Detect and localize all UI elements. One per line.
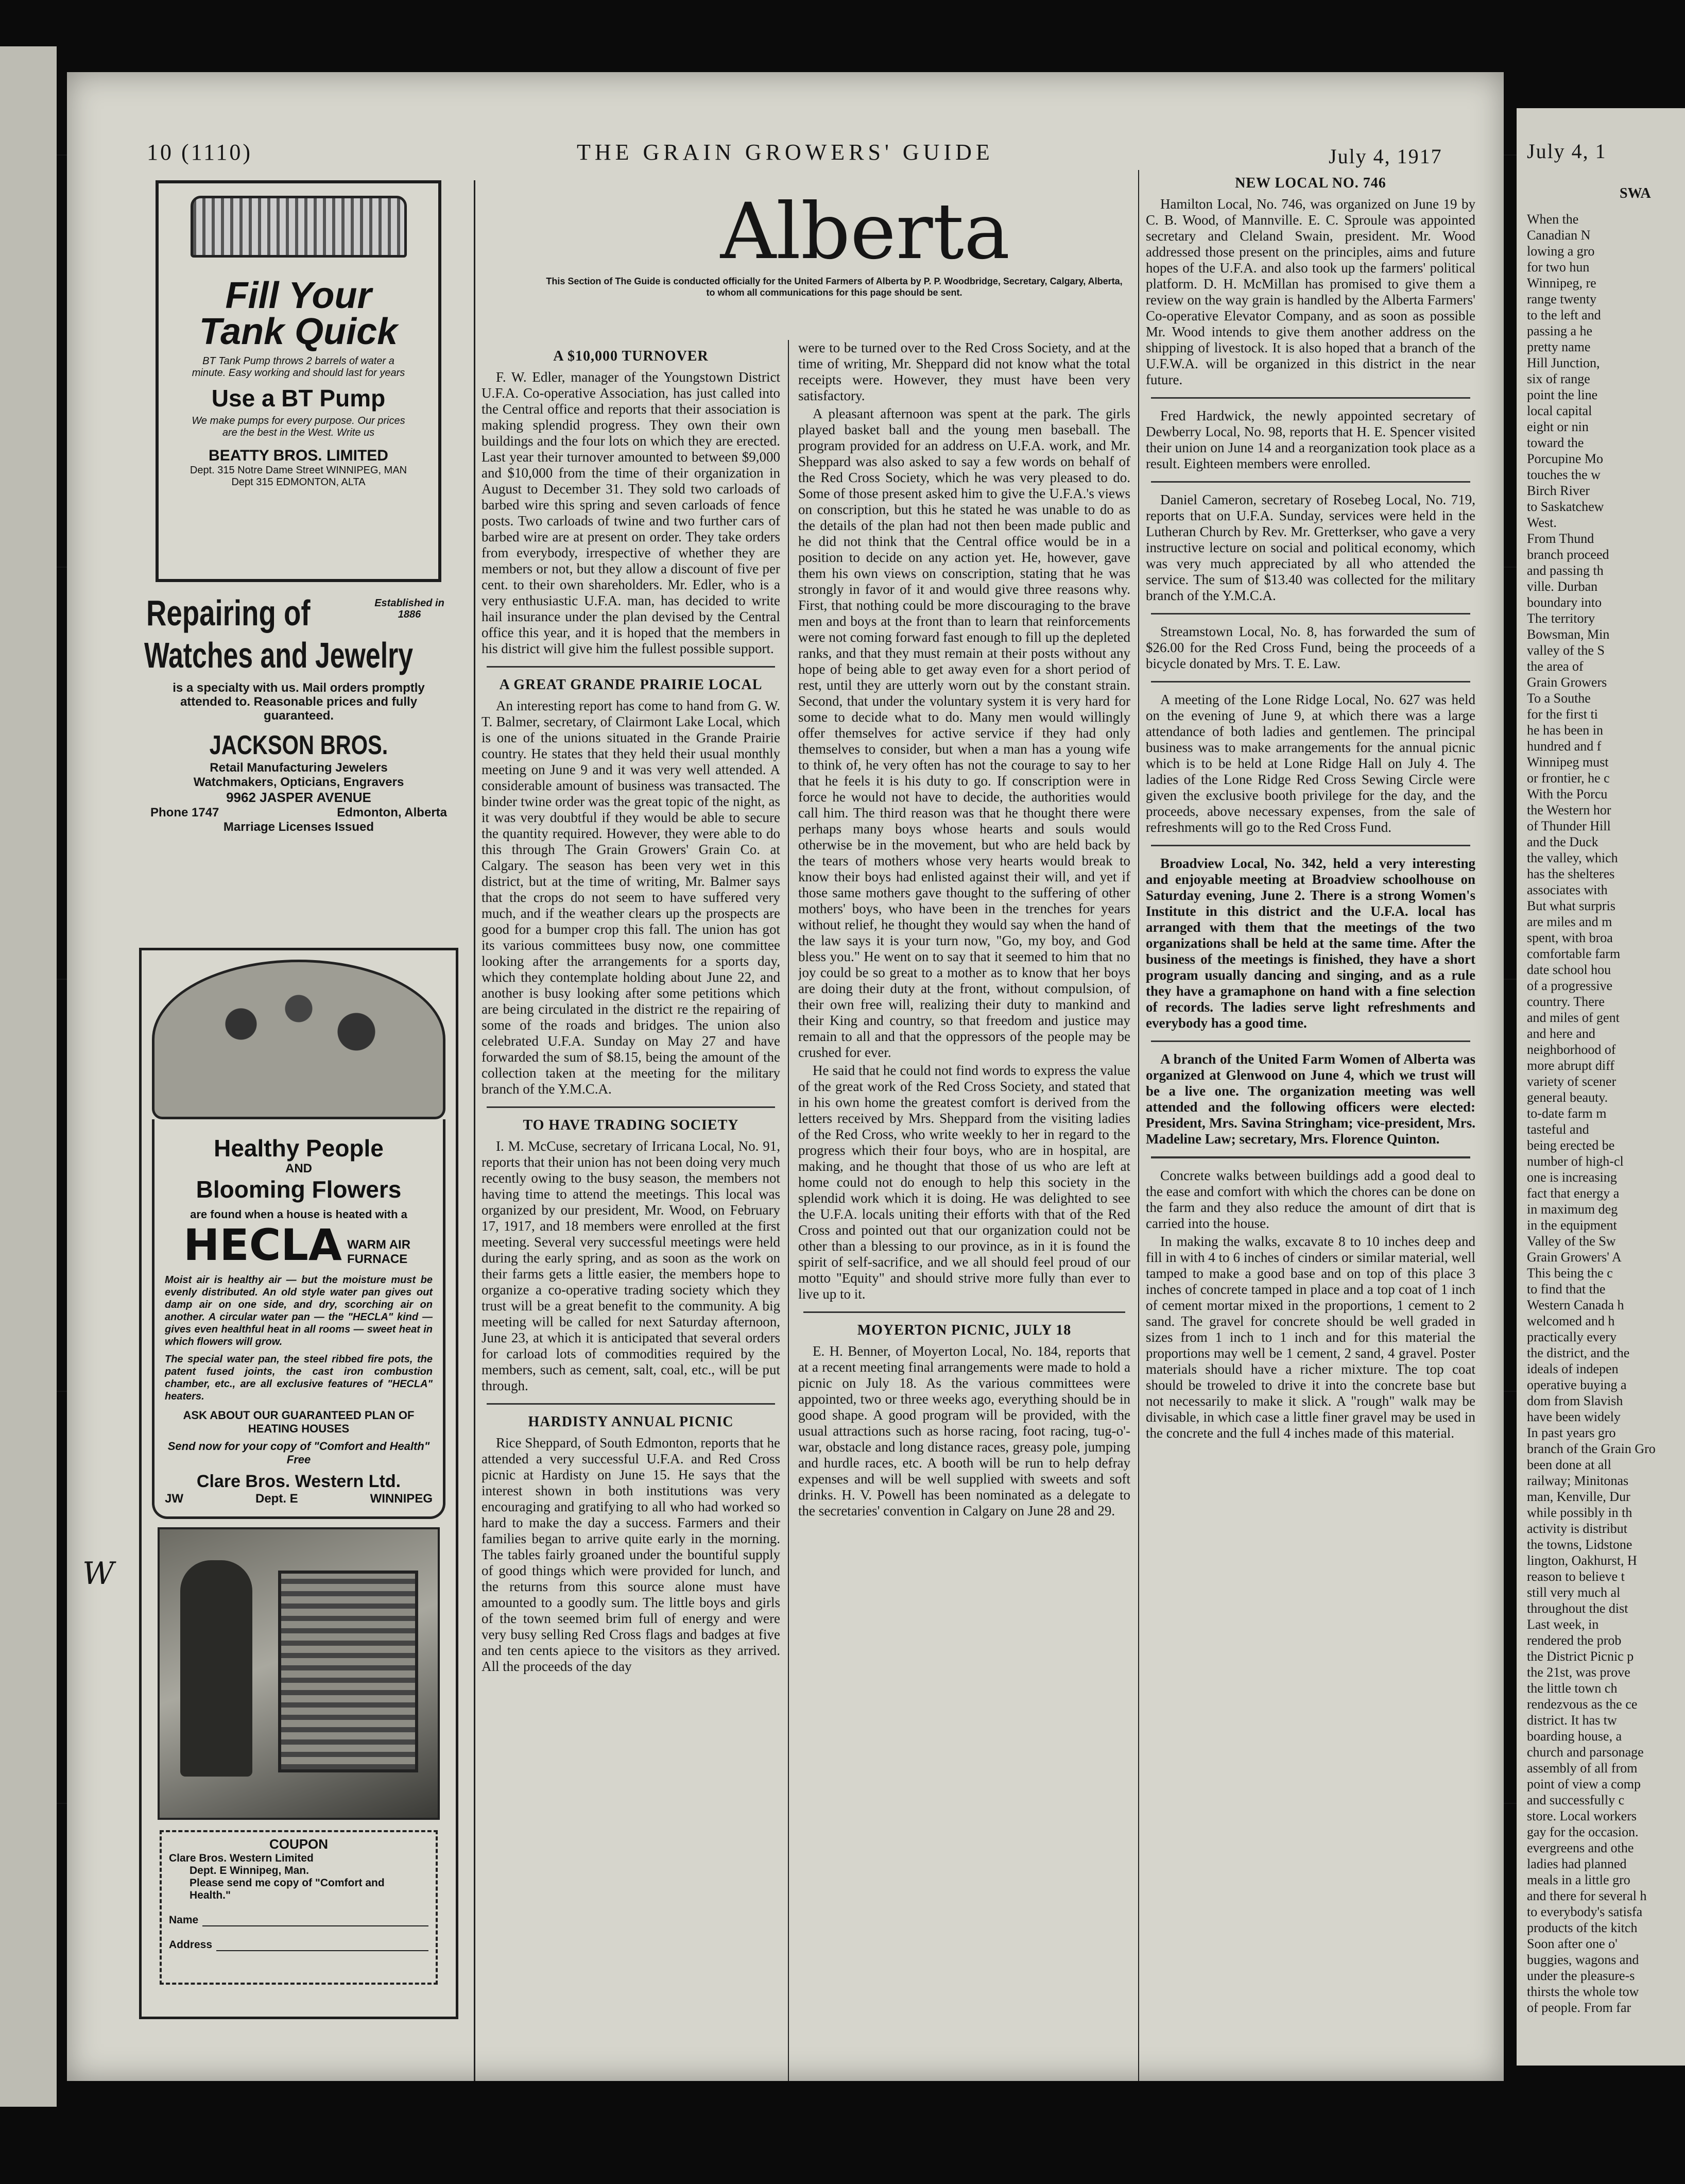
hardisty-cont-body-2: A pleasant afternoon was spent at the park. The girls played basket ball and the young men baseball. The program provided for an address on U.F.A. work, and Mr. Sheppard was also asked to say a few words on behalf of the Red Cross Society, which he was very pleased to do. Some of those present asked him to give the U.F.A.'s views on conscription, but this he stated he was unable to do as the details of the plan had not then been made public and he did not think that the Central office would be in a position to decide on any action yet. He, however, gave them his own views on conscription, stating that he was strongly in favor of it and would give three reasons why. First, that nothing could be more discouraging to the brave men and boys at the front than to learn that reinforcements were not coming forward fast enough to fill up the depleted ranks, and that they must remain at their posts without any hope of being able to get away even for a short period of rest, until they are utterly worn out by the constant strain. Second, that under the voluntary system it is very hard for some to decide what to do. Many men would willingly offer themselves for active service if they had only themselves to consider, but when a man has a young wife to think of, he very often has not the courage to say to her that he feels it is his duty to go. If conscription were in force he would not have to decide, the authorities would call him. The third reason was that he thought there were perhaps many boys whose hearts and souls would otherwise be in the movement, but who are held back by the tears of mothers whose very hearts would break to know their boys had enlisted against their will, and yet if those same mothers gave thought to the suffering of other mothers' boys, who have been in the trenches for years without relief, he thought they would say when the hand of the law says it is your turn now, "Go, my boy, and God bless you." He went on to say that it seemed to him that no joy could be so great to a mother as to know that her boys are doing their duty at the front, without compulsion, of their own free will, realizing their duty to mankind and their King and country, so that freedom and justice may remain to all and that the oppressors of the people may be crushed for ever. bbox=[798, 406, 1130, 1060]
next-page-line: under the pleasure-s bbox=[1527, 1968, 1635, 1983]
hecla-send: Send now for your copy of "Comfort and Health" Free bbox=[167, 1440, 430, 1466]
next-page-line: Grain Growers bbox=[1527, 675, 1607, 690]
next-page-line: Soon after one o' bbox=[1527, 1936, 1618, 1951]
hardisty-body: Rice Sheppard, of South Edmonton, reports that he attended a very successful U.F.A. and Red Cross picnic at Hardisty on June 15. He says that the interest shown in both institutions was very encouraging and gratifying to all who had worked so hard to make the day a success. Farmers and their families began to arrive quite early in the morning. The tables fairly groaned under the bountiful supply of good things which were provided for lunch, and the returns from this source alone must have amounted to a goodly sum. The little boys and girls of the town seemed brim full of energy and were very busy selling Red Cross flags and badges at five and ten cents apiece to the visitors as they arrived. All the proceeds of the day bbox=[482, 1435, 780, 1674]
column-3 bbox=[1146, 175, 1475, 2071]
hecla-intro: are found when a house is heated with a bbox=[190, 1208, 407, 1221]
column-rule bbox=[788, 340, 789, 2081]
next-page-line: lowing a gro bbox=[1527, 244, 1595, 259]
pump-headline-2: Tank Quick bbox=[199, 311, 398, 352]
next-page-line: But what surpris bbox=[1527, 898, 1615, 913]
pump-cta: Use a BT Pump bbox=[211, 385, 386, 412]
next-page-line: in maximum deg bbox=[1527, 1202, 1618, 1217]
next-page-line: been done at all bbox=[1527, 1457, 1611, 1472]
next-page-line: Winnipeg, re bbox=[1527, 276, 1596, 291]
coupon-dept: Dept. E Winnipeg, Man. bbox=[190, 1865, 309, 1876]
flower-vase-illustration bbox=[152, 960, 445, 1119]
next-page-line: still very much al bbox=[1527, 1585, 1621, 1600]
coupon[interactable] bbox=[160, 1830, 438, 1985]
next-page-line: and miles of gent bbox=[1527, 1010, 1620, 1025]
next-page-line: buggies, wagons and bbox=[1527, 1952, 1639, 1967]
jackson-established: Established in 1886 bbox=[374, 598, 444, 620]
jackson-title-1: Repairing of bbox=[146, 593, 311, 633]
next-page-line: neighborhood of bbox=[1527, 1042, 1616, 1057]
hecla-guarantee: ASK ABOUT OUR GUARANTEED PLAN OF HEATING HOUSES bbox=[183, 1409, 415, 1435]
column-rule bbox=[1138, 170, 1139, 2081]
pump-office-1: Dept. 315 Notre Dame Street WINNIPEG, MAN bbox=[190, 465, 407, 476]
next-page-date: July 4, 1 bbox=[1527, 140, 1607, 163]
next-page-line: have been widely bbox=[1527, 1409, 1621, 1424]
next-page-line: number of high-cl bbox=[1527, 1154, 1624, 1169]
next-page-line: the towns, Lidstone bbox=[1527, 1537, 1632, 1552]
coupon-title: COUPON bbox=[269, 1836, 329, 1852]
next-page-line: has the shelteres bbox=[1527, 866, 1615, 881]
dewberry-body: Fred Hardwick, the newly appointed secretary of Dewberry Local, No. 98, reports that H. E. Spencer visited their union on June 14 and a reorganization took place as a result. Eighteen members were enrolled. bbox=[1146, 408, 1475, 471]
next-page-line: ladies had planned bbox=[1527, 1856, 1627, 1871]
next-page-line: evergreens and othe bbox=[1527, 1840, 1634, 1855]
new-local-heading: NEW LOCAL NO. 746 bbox=[1235, 175, 1386, 191]
next-page-line: of Thunder Hill bbox=[1527, 818, 1611, 833]
next-page-line: district. It has tw bbox=[1527, 1713, 1617, 1728]
section-title: Alberta bbox=[720, 187, 1010, 277]
next-page-line: tasteful and bbox=[1527, 1122, 1589, 1137]
next-page-line: to the left and bbox=[1527, 308, 1601, 322]
rosebeg-body: Daniel Cameron, secretary of Rosebeg Local, No. 719, reports that on U.F.A. Sunday, services were held in the Lutheran Church by Rev. Mr. Gretterkser, who gave a very instructive lecture on social and political economy, which was very much appreciated by all who attended the service. The sum of $13.40 was collected for the military branch of the Y.M.C.A. bbox=[1146, 492, 1475, 603]
concrete-body: Concrete walks between buildings add a good deal to the ease and comfort with which the chores can be done on the farm and they also reduce the amount of dirt that is carried into the house. bbox=[1146, 1168, 1475, 1231]
hecla-company: Clare Bros. Western Ltd. bbox=[196, 1472, 401, 1491]
next-page-line: six of range bbox=[1527, 371, 1590, 386]
next-page-line: valley of the S bbox=[1527, 643, 1605, 658]
next-page-edge bbox=[1517, 108, 1685, 2066]
next-page-line: he has been in bbox=[1527, 723, 1604, 738]
next-page-line: pretty name bbox=[1527, 339, 1591, 354]
margin-handwriting: W bbox=[82, 1556, 114, 1592]
next-page-line: assembly of all from bbox=[1527, 1761, 1638, 1776]
coupon-name-field[interactable] bbox=[202, 1914, 428, 1926]
column-1 bbox=[482, 340, 780, 2066]
column-2 bbox=[798, 340, 1130, 2066]
previous-page-edge bbox=[0, 46, 57, 2107]
next-page-line: or frontier, he c bbox=[1527, 771, 1610, 786]
next-page-line: local capital bbox=[1527, 403, 1592, 418]
next-page-line: throughout the dist bbox=[1527, 1601, 1628, 1616]
jackson-sub-1: Retail Manufacturing Jewelers bbox=[210, 761, 388, 775]
next-page-line: toward the bbox=[1527, 435, 1584, 450]
glenwood-body: A branch of the United Farm Women of Alberta was organized at Glenwood on June 4, which we trust will be a live one. The organization meeting was well attended and the following officers were elected: President, Mrs. Savina Stringham; vice-president, Mrs. Madeline Law; secretary, Mrs. Florence Quinton. bbox=[1146, 1051, 1475, 1147]
hecla-furnace: WARM AIR FURNACE bbox=[347, 1238, 411, 1266]
next-page-line: being erected be bbox=[1527, 1138, 1615, 1153]
next-page-line: lington, Oakhurst, H bbox=[1527, 1553, 1637, 1568]
pump-company: BEATTY BROS. LIMITED bbox=[209, 447, 388, 464]
next-page-line: dom from Slavish bbox=[1527, 1393, 1623, 1408]
next-page-line: To a Southe bbox=[1527, 691, 1591, 706]
jackson-title-2: Watches and Jewelry bbox=[144, 635, 414, 675]
next-page-line: of people. From far bbox=[1527, 2000, 1631, 2015]
next-page-line: rendezvous as the ce bbox=[1527, 1697, 1638, 1712]
jackson-company: JACKSON BROS. bbox=[209, 730, 388, 760]
trading-society-heading: TO HAVE TRADING SOCIETY bbox=[523, 1117, 739, 1133]
hecla-headline-2: Blooming Flowers bbox=[196, 1176, 402, 1203]
next-page-line: gay for the occasion. bbox=[1527, 1824, 1639, 1839]
hardisty-cont-body: were to be turned over to the Red Cross Society, and at the time of writing, Mr. Sheppard did not know what the total receipts were. However, they must have been very satisfactory. bbox=[798, 340, 1130, 403]
next-page-line: associates with bbox=[1527, 882, 1608, 897]
streamstown-body: Streamstown Local, No. 8, has forwarded the sum of $26.00 for the Red Cross Fund, being the proceeds of a bicycle donated by Mrs. T. E. Law. bbox=[1146, 624, 1475, 671]
page-number: 10 (1110) bbox=[147, 140, 253, 165]
next-page-line: Bowsman, Min bbox=[1527, 627, 1610, 642]
next-page-line: The territory bbox=[1527, 611, 1595, 626]
next-page-line: meals in a little gro bbox=[1527, 1872, 1630, 1887]
next-page-line: reason to believe t bbox=[1527, 1569, 1625, 1584]
next-page-line: hundred and f bbox=[1527, 739, 1602, 754]
section-note: This Section of The Guide is conducted officially for the United Farmers of Alberta by P. P. Woodbridge, Secretary, Calgary, Alberta, to whom all communications for this page should be sent. bbox=[546, 276, 1123, 298]
next-page-line: while possibly in th bbox=[1527, 1505, 1632, 1520]
broadview-body: Broadview Local, No. 342, held a very interesting and enjoyable meeting at Broadview schoolhouse on Saturday evening, June 2. There is a strong Women's Institute in this district and the U.F.A. local has arranged with them that the meetings of the two organizations shall be held at the same time. After the business of the meetings is finished, they have a short program usually dancing and singing, and as a rule they have a gramaphone on hand with a fine selection of records. The ladies serve light refreshments and everybody has a good time. bbox=[1146, 856, 1475, 1031]
next-page-line: Last week, in bbox=[1527, 1617, 1599, 1632]
next-page-line: Valley of the Sw bbox=[1527, 1234, 1616, 1249]
next-page-line: and there for several h bbox=[1527, 1888, 1647, 1903]
jackson-bros-ad bbox=[144, 592, 453, 881]
jackson-city: Edmonton, Alberta bbox=[337, 806, 447, 820]
lone-ridge-body: A meeting of the Lone Ridge Local, No. 627 was held on the evening of June 9, at which there was a large attendance of both ladies and gentlemen. The principal business was to make arrangements for the annual picnic which is to be held at Lone Ridge Hall on July 4. The ladies of the Lone Ridge Red Cross Sewing Circle were given the exclusive booth privilege for the day, and the proceeds, above necessary expenses, from the sale of refreshments will go to the Red Cross Fund. bbox=[1146, 692, 1475, 835]
coupon-to: Clare Bros. Western Limited bbox=[169, 1852, 314, 1864]
next-page-line: touches the w bbox=[1527, 467, 1601, 482]
next-page-line: Birch River bbox=[1527, 483, 1590, 498]
next-page-line: branch of the Grain Gro bbox=[1527, 1441, 1656, 1456]
next-page-line: products of the kitch bbox=[1527, 1920, 1638, 1935]
hecla-brand: HECLA bbox=[183, 1220, 342, 1270]
next-page-line: are miles and m bbox=[1527, 914, 1612, 929]
next-page-line: date school hou bbox=[1527, 962, 1611, 977]
next-page-line: spent, with broa bbox=[1527, 930, 1613, 945]
publication-name: THE GRAIN GROWERS' GUIDE bbox=[577, 140, 994, 165]
next-page-line: Hill Junction, bbox=[1527, 355, 1600, 370]
coupon-address-label: Address bbox=[169, 1939, 213, 1951]
next-page-line: variety of scener bbox=[1527, 1074, 1617, 1089]
turnover-body: F. W. Edler, manager of the Youngstown District U.F.A. Co-operative Association, has just called into the Central office and reports that their association is making splendid progress. They own their own buildings and the four lots on which they are erected. Last year their turnover amounted to between $9,000 and $10,000 from the time of their organization in August to December 31. They sold two carloads of barbed wire this spring and seven carloads of fence posts. Two carloads of twine and two further cars of barbed wire are at present on order. They take orders from everybody, irrespective of whether they are members or not, but they allow a discount of five per cent. to their own shareholders. Mr. Edler, who is a very enthusiastic U.F.A. man, has decided to write hail insurance under the plan devised by the Central office this year, and it is hoped that the members in his district will give him the fullest possible support. bbox=[482, 369, 780, 656]
next-page-line: more abrupt diff bbox=[1527, 1058, 1614, 1073]
jackson-licences: Marriage Licenses Issued bbox=[223, 820, 374, 834]
next-page-line: Winnipeg must bbox=[1527, 755, 1609, 770]
furnace-man-illustration bbox=[158, 1527, 440, 1820]
pump-illustration bbox=[191, 196, 407, 258]
next-page-line: church and parsonage bbox=[1527, 1745, 1644, 1760]
hecla-city: WINNIPEG bbox=[370, 1492, 433, 1506]
next-page-line: ville. Durban bbox=[1527, 579, 1598, 594]
next-page-line: the area of bbox=[1527, 659, 1584, 674]
new-local-body: Hamilton Local, No. 746, was organized on June 19 by C. B. Wood, of Mannville. E. C. Sproule was appointed secretary and Cleland Swain, president. Mr. Wood addressed those present on the principles, aims and future hopes of the U.F.A. and also took up the farmers' political platform. D. H. McMillan has promised to give them a review on the way grain is handled by the Alberta Farmers' Co-operative Elevator Company, and as soon as possible Mr. Wood intends to give them another address on the shipping of livestock. It is also hoped that a branch of the U.F.W.A. will be organized in this district in the near future. bbox=[1146, 196, 1475, 387]
next-page-line: and successfully c bbox=[1527, 1793, 1625, 1807]
hecla-features: The special water pan, the steel ribbed fire pots, the patent fused joints, the cast iron combustion chamber, etc., are all exclusive features of "HECLA" heaters. bbox=[165, 1354, 433, 1402]
hecla-dept: Dept. E bbox=[255, 1492, 298, 1506]
newspaper-page bbox=[67, 72, 1504, 2081]
pump-fine-print: BT Tank Pump throws 2 barrels of water a minute. Easy working and should last for years bbox=[192, 355, 405, 379]
hardisty-cont-body-3: He said that he could not find words to express the value of the great work of the Red Cross Society, and stated that in his own home the greatest comfort is derived from the letters received by Mrs. Sheppard from the visiting ladies of the Red Cross, who write weekly to her in regard to the progress which their four boys, who are in hospital, are making, and he thought that those of us who are left at home could not do enough to help this society in the splendid work which it is doing. He was delighted to see the U.F.A. locals uniting their efforts with that of the Red Cross and pointed out that our organization could not be other than a blessing to our province, as in it is found the spirit of self-sacrifice, and we all should feel proud of our motto "Equity" and should strive more fully than ever to live up to it. bbox=[798, 1063, 1130, 1302]
next-page-line: Western Canada h bbox=[1527, 1298, 1624, 1312]
next-page-line: Canadian N bbox=[1527, 228, 1591, 243]
next-page-line: eight or nin bbox=[1527, 419, 1589, 434]
next-page-line: Grain Growers' A bbox=[1527, 1250, 1622, 1265]
next-page-line: fact that energy a bbox=[1527, 1186, 1620, 1201]
hecla-furnace-ad bbox=[139, 948, 458, 2019]
next-page-line: range twenty bbox=[1527, 292, 1597, 306]
pump-headline-1: Fill Your bbox=[225, 275, 372, 316]
next-page-line: railway; Minitonas bbox=[1527, 1473, 1629, 1488]
jackson-address: 9962 JASPER AVENUE bbox=[226, 790, 371, 805]
next-page-line: This being the c bbox=[1527, 1266, 1613, 1281]
next-page-line: store. Local workers bbox=[1527, 1808, 1637, 1823]
next-page-line: of a progressive bbox=[1527, 978, 1613, 993]
next-page-line: comfortable farm bbox=[1527, 946, 1621, 961]
hecla-jw: JW bbox=[165, 1492, 183, 1506]
hecla-headline-1: Healthy People bbox=[214, 1135, 384, 1162]
next-page-line: country. There bbox=[1527, 994, 1605, 1009]
next-page-line: When the bbox=[1527, 212, 1579, 227]
next-page-line: in the equipment bbox=[1527, 1218, 1617, 1233]
beatty-pump-ad bbox=[156, 180, 441, 582]
next-page-line: Porcupine Mo bbox=[1527, 451, 1604, 466]
hardisty-heading: HARDISTY ANNUAL PICNIC bbox=[528, 1414, 734, 1430]
next-page-line: the Western hor bbox=[1527, 803, 1611, 817]
next-page-line: rendered the prob bbox=[1527, 1633, 1622, 1648]
issue-date: July 4, 1917 bbox=[1329, 145, 1442, 168]
next-page-line: the valley, which bbox=[1527, 850, 1618, 865]
next-page-line: With the Porcu bbox=[1527, 787, 1608, 801]
next-page-line: practically every bbox=[1527, 1329, 1617, 1344]
column-rule bbox=[474, 180, 475, 2081]
next-page-line: general beauty. bbox=[1527, 1090, 1608, 1105]
grande-prairie-body: An interesting report has come to hand from G. W. T. Balmer, secretary, of Clairmont Lake Local, which is one of the unions situated in the Grande Prairie country. He states that they held their usual monthly meeting on June 9 and it was very well attended. A considerable amount of business was transacted. The binder twine order was the great topic of the night, as it was very doubtful if they would be able to secure the quantity required. However, they were able to do this through The Grain Growers' Grain Co. at Calgary. The season has been very wet in this district, but at the time of writing, Mr. Balmer says that the crops do not seem to have suffered very much, and if the weather clears up the prospects are good for a bumper crop this fall. The union has got its various committees busy now, one committee looking after the arrangements for a sports day, which they contemplate holding about June 22, and another is busy looking after some petitions which are being circulated in the district re the repairing of some of the roads and bridges. The union also celebrated U.F.A. Sunday on May 27 and have forwarded the sum of $8.15, being the amount of the collection taken at the meeting for the military branch of the Y.M.C.A. bbox=[482, 698, 780, 1097]
next-page-line: to Saskatchew bbox=[1527, 499, 1604, 514]
next-page-column bbox=[1527, 211, 1656, 2016]
coupon-request: Please send me copy of "Comfort and Health." bbox=[190, 1877, 385, 1901]
next-page-line: to everybody's satisfa bbox=[1527, 1904, 1643, 1919]
next-page-line: welcomed and h bbox=[1527, 1313, 1615, 1328]
jackson-sub-2: Watchmakers, Opticians, Engravers bbox=[193, 775, 404, 789]
moyerton-heading: MOYERTON PICNIC, JULY 18 bbox=[857, 1322, 1072, 1338]
next-page-line: the District Picnic p bbox=[1527, 1649, 1634, 1664]
next-page-line: operative buying a bbox=[1527, 1377, 1627, 1392]
next-page-line: the 21st, was prove bbox=[1527, 1665, 1630, 1680]
turnover-heading: A $10,000 TURNOVER bbox=[553, 348, 709, 364]
next-page-line: for the first ti bbox=[1527, 707, 1598, 722]
next-page-line: activity is distribut bbox=[1527, 1521, 1627, 1536]
jackson-tagline: is a specialty with us. Mail orders promptly attended to. Reasonable prices and fully guaranteed. bbox=[173, 681, 425, 723]
next-page-line: West. bbox=[1527, 515, 1557, 530]
next-page-line: From Thund bbox=[1527, 531, 1594, 546]
next-page-line: the little town ch bbox=[1527, 1681, 1618, 1696]
next-page-line: ideals of indepen bbox=[1527, 1361, 1619, 1376]
next-page-heading: SWA bbox=[1620, 185, 1651, 201]
next-page-line: branch proceed bbox=[1527, 547, 1609, 562]
pump-fine-print-2: We make pumps for every purpose. Our prices are the best in the West. Write us bbox=[192, 415, 405, 438]
next-page-line: the district, and the bbox=[1527, 1345, 1630, 1360]
moyerton-body: E. H. Benner, of Moyerton Local, No. 184, reports that at a recent meeting final arrangements were made to hold a picnic on July 18. As the various committees were appointed, two or three weeks ago, everything should be in good shape. A good program will be provided, with the usual attractions such as horse racing, foot racing, tug-o'-war, obstacle and long distance races, greasy pole, jumping and hurdle races, etc. A booth will be run to help defray expenses and will be well supplied with sweets and soft drinks. H. V. Powell has been nominated as a delegate to the secretaries' convention in Calgary on June 28 and 29. bbox=[798, 1343, 1130, 1518]
pump-office-2: Dept 315 EDMONTON, ALTA bbox=[231, 476, 366, 488]
coupon-name-label: Name bbox=[169, 1914, 199, 1926]
next-page-line: In past years gro bbox=[1527, 1425, 1616, 1440]
next-page-line: man, Kenville, Dur bbox=[1527, 1489, 1630, 1504]
next-page-line: thirsts the whole tow bbox=[1527, 1984, 1639, 1999]
hecla-and: AND bbox=[285, 1162, 312, 1175]
next-page-line: and here and bbox=[1527, 1026, 1595, 1041]
next-page-line: boundary into bbox=[1527, 595, 1602, 610]
next-page-line: boarding house, a bbox=[1527, 1729, 1622, 1744]
next-page-line: and passing th bbox=[1527, 563, 1604, 578]
next-page-line: to find that the bbox=[1527, 1282, 1606, 1296]
coupon-address-field[interactable] bbox=[216, 1939, 428, 1951]
concrete-body-2: In making the walks, excavate 8 to 10 inches deep and fill in with 4 to 6 inches of cinders or similar material, well tamped to make a good base and on top of this place 3 inches of concrete tamped in place and a top coat of 1 inch of cement mortar mixed in the proportions, 1 cement to 2 sand. The gravel for concrete should be well graded in sizes from 1 inch to 1 inch and for this material the proportions may well be 1 cement, 2 sand, 4 gravel. Poster materials should have a richer mixture. The top coat should be troweled to drive it into the concrete base but not necessarily to make it slick. A "rough" walk may be divisable, in which case a little finer gravel may be used in the concrete and the full 4 inches made of this material. bbox=[1146, 1234, 1475, 1441]
next-page-line: and the Duck bbox=[1527, 834, 1598, 849]
next-page-line: for two hun bbox=[1527, 260, 1590, 275]
hecla-body: Moist air is healthy air — but the moisture must be evenly distributed. An old style water pan gives out damp air on one side, and dry, scorching air on another. A circular water pan — the "HECLA" kind — gives even healthful heat in all rooms — sweet heat in which flowers will grow. bbox=[165, 1274, 433, 1347]
trading-society-body: I. M. McCuse, secretary of Irricana Local, No. 91, reports that their union has not been doing very much recently owing to the busy season, the members not having time to attend the meetings. This local was organized by our president, Mr. Wood, on February 17, 1917, and 18 members were enrolled at the first meeting. Several very successful meetings were held during the early spring, and as soon as the work on their farms gets a little easier, the members hope to organize a co-operative trading society which they trust will be a great benefit to the community. A big meeting will be called for next Saturday afternoon, June 23, at which it is anticipated that several orders for carload lots of commodities required by the members, such as cement, salt, coal, etc., will be put through. bbox=[482, 1138, 780, 1393]
next-page-line: passing a he bbox=[1527, 323, 1593, 338]
next-page-line: point of view a comp bbox=[1527, 1777, 1641, 1791]
grande-prairie-heading: A GREAT GRANDE PRAIRIE LOCAL bbox=[499, 677, 763, 693]
jackson-phone: Phone 1747 bbox=[150, 806, 219, 820]
next-page-line: point the line bbox=[1527, 387, 1598, 402]
next-page-line: to-date farm m bbox=[1527, 1106, 1607, 1121]
next-page-line: one is increasing bbox=[1527, 1170, 1617, 1185]
